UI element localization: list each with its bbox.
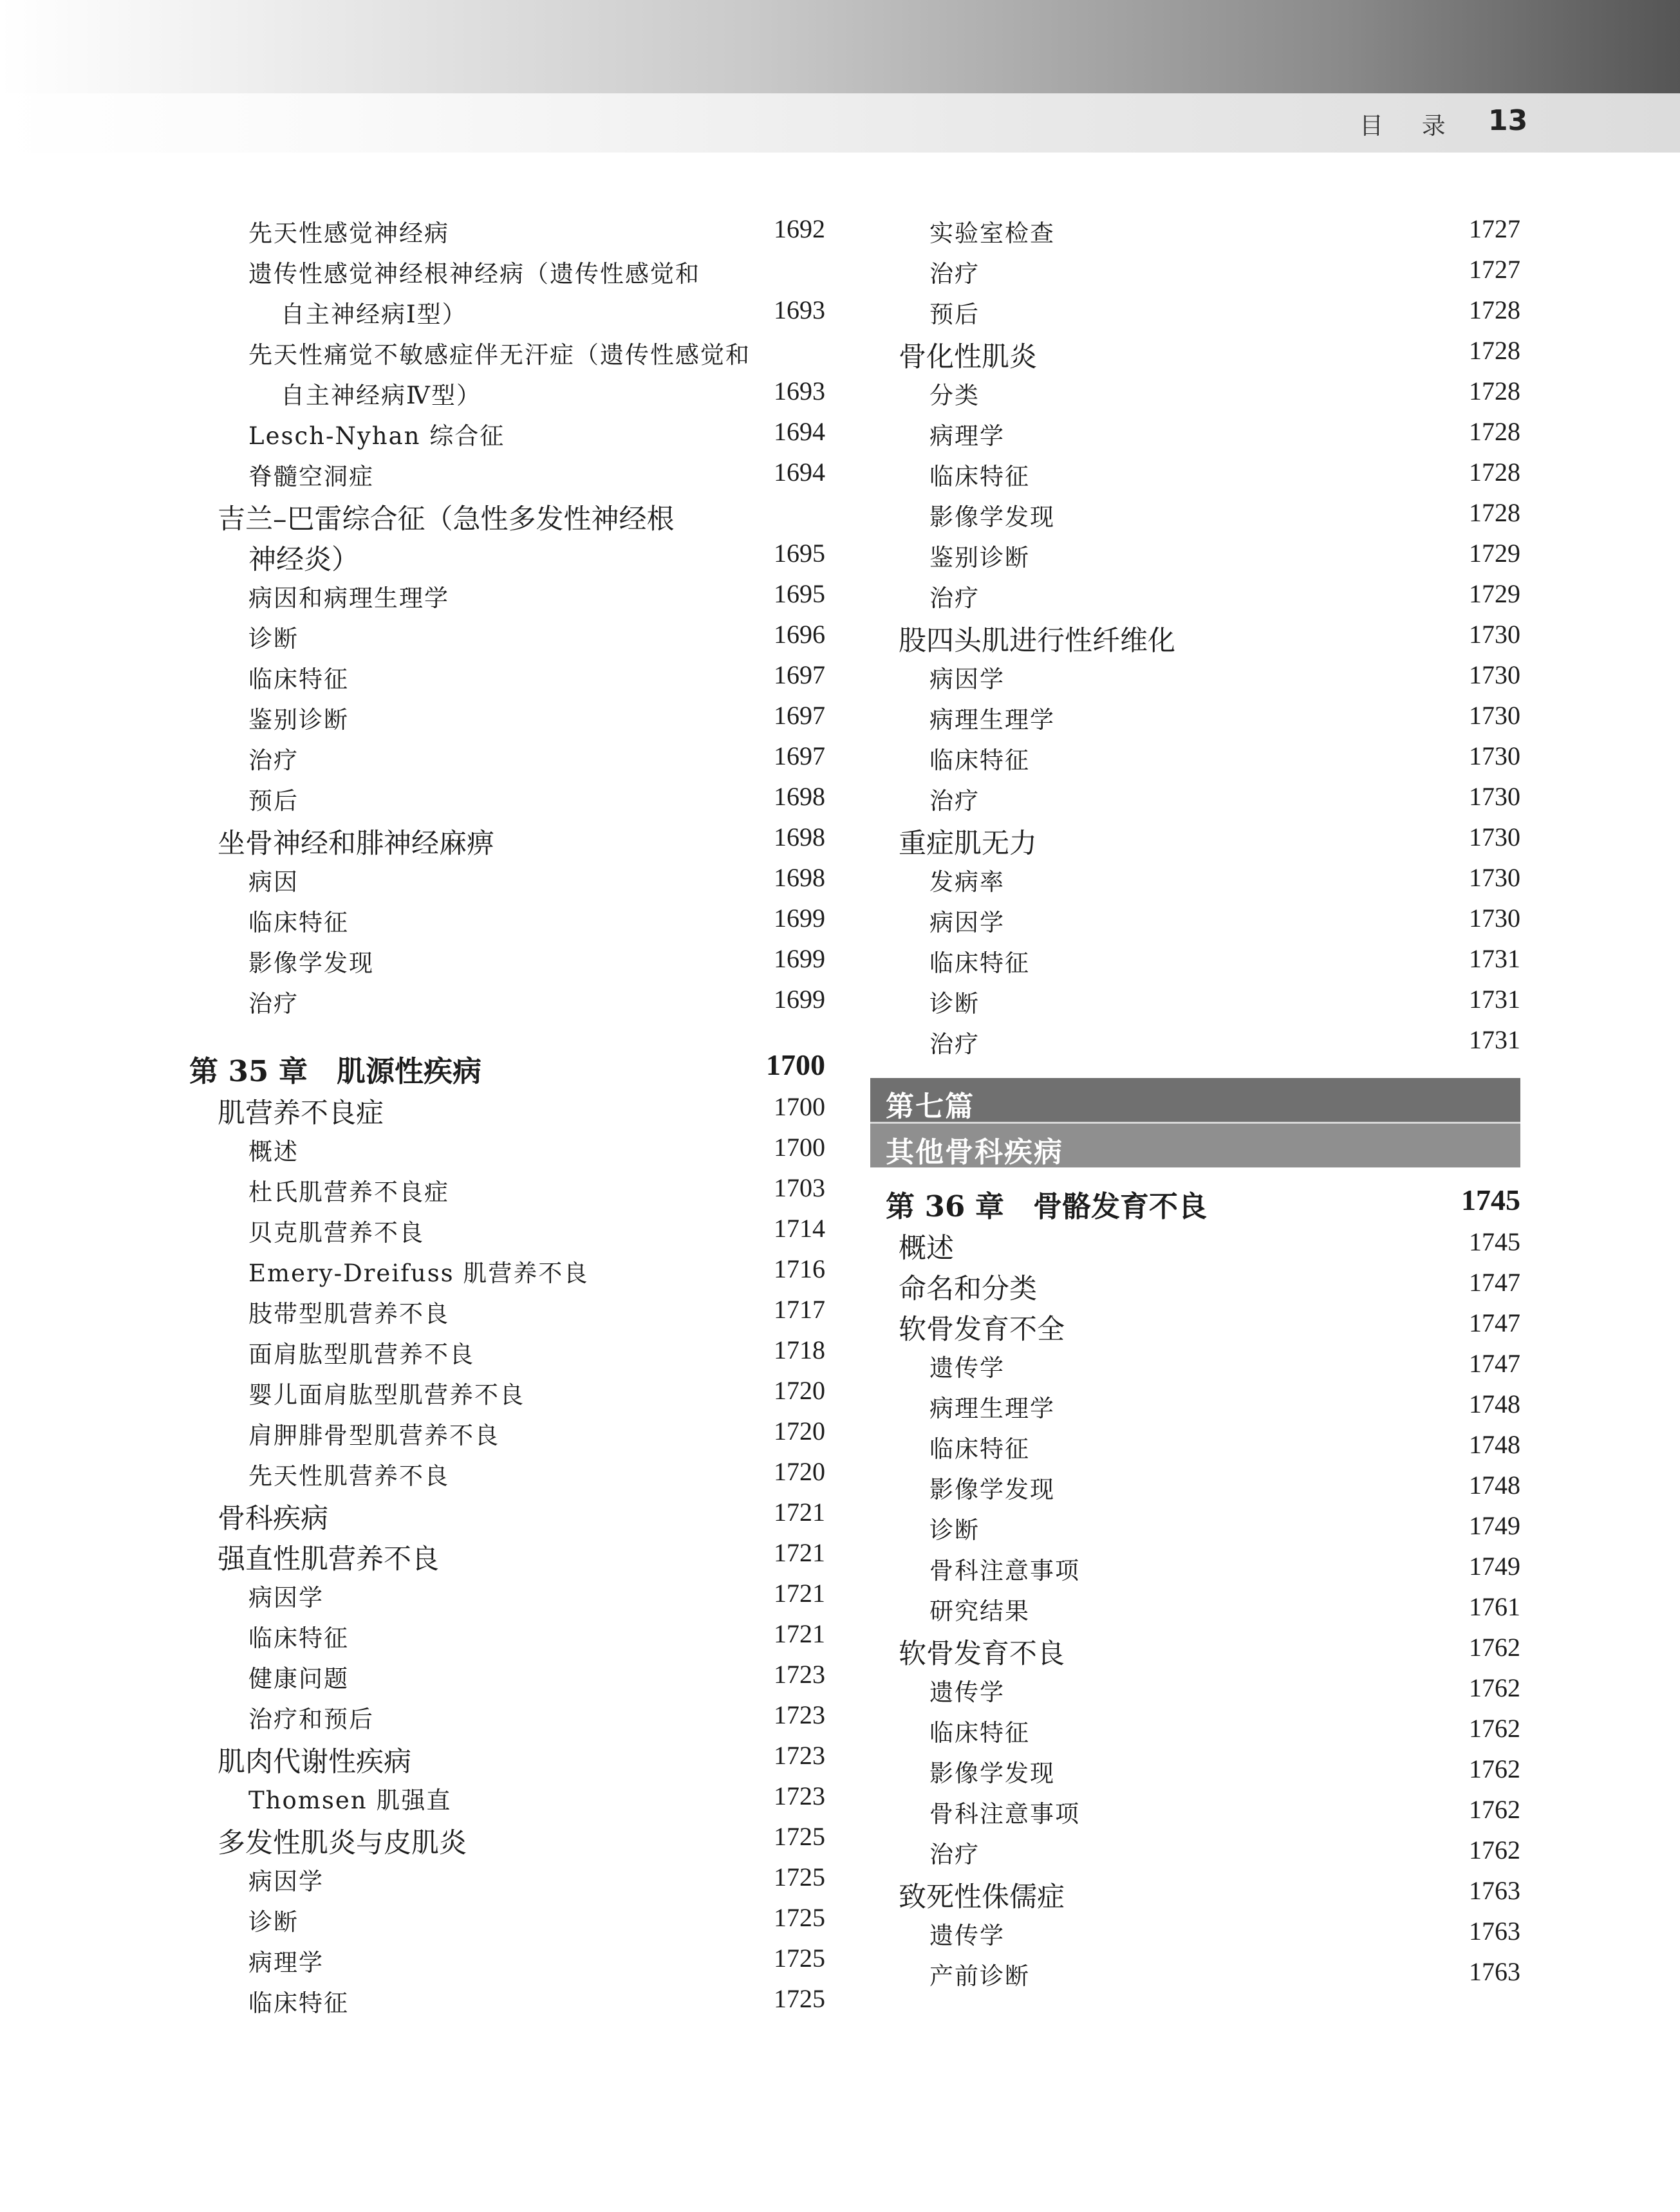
toc-entry[interactable] [870, 1788, 1520, 1828]
toc-entry-title: 面肩肱型肌营养不良 [248, 1341, 474, 1368]
toc-entry-title: 概述 [899, 1232, 954, 1265]
toc-entry-title: 病因学 [929, 665, 1005, 693]
toc-entry-page: 1723 [774, 1741, 825, 1770]
toc-entry-page: 1730 [1469, 660, 1520, 689]
toc-entry[interactable] [189, 248, 825, 288]
toc-entry-page: 1699 [774, 904, 825, 933]
toc-entry[interactable] [870, 1545, 1520, 1585]
toc-entry[interactable] [870, 207, 1520, 248]
toc-entry[interactable] [189, 978, 825, 1018]
toc-entry-page: 1721 [774, 1498, 825, 1527]
toc-entry-title: 骨科疾病 [218, 1503, 328, 1535]
toc-entry-title: 病因和病理生理学 [248, 584, 449, 612]
toc-entry-page: 1728 [1469, 458, 1520, 487]
toc-entry[interactable] [189, 572, 825, 613]
toc-entry[interactable] [870, 1504, 1520, 1545]
toc-entry-page: 1725 [774, 1944, 825, 1973]
toc-entry-page: 1748 [1469, 1471, 1520, 1500]
toc-entry-title: 肌营养不良症 [218, 1097, 384, 1129]
toc-entry[interactable] [189, 1572, 825, 1612]
toc-entry-page: 1727 [1469, 214, 1520, 243]
toc-entry[interactable] [189, 1693, 825, 1734]
toc-entry-page: 1725 [774, 1984, 825, 2013]
toc-entry-page: 1730 [1469, 701, 1520, 730]
toc-entry[interactable] [870, 1342, 1520, 1382]
toc-entry-page: 1728 [1469, 336, 1520, 365]
toc-entry[interactable] [870, 1585, 1520, 1626]
toc-entry[interactable] [189, 369, 825, 410]
toc-entry-title: 遗传学 [929, 1678, 1005, 1706]
toc-entry-title: 诊断 [929, 1516, 980, 1544]
toc-entry-title: 多发性肌炎与皮肌炎 [218, 1827, 467, 1859]
toc-entry[interactable] [870, 653, 1520, 694]
toc-entry-title: 影像学发现 [929, 503, 1055, 531]
toc-entry[interactable] [189, 1085, 825, 1129]
toc-entry-page: 1720 [774, 1457, 825, 1486]
toc-entry-title: 骨科注意事项 [929, 1557, 1080, 1585]
toc-entry-title: 诊断 [248, 625, 299, 653]
page-number: 13 [1488, 104, 1528, 137]
toc-entry-title: 先天性肌营养不良 [248, 1462, 449, 1490]
toc-entry-page: 1721 [774, 1619, 825, 1648]
toc-entry[interactable] [189, 1855, 825, 1896]
toc-entry-page: 1723 [774, 1781, 825, 1810]
chapter-35-heading[interactable] [189, 1032, 825, 1088]
toc-entry[interactable] [189, 491, 825, 535]
toc-entry[interactable] [189, 1937, 825, 1977]
toc-entry-page: 1728 [1469, 498, 1520, 527]
toc-entry-title: 影像学发现 [929, 1476, 1055, 1503]
toc-entry[interactable] [870, 856, 1520, 897]
toc-entry[interactable] [870, 1382, 1520, 1423]
chapter-title: 第 35 章 肌源性疾病 [189, 1054, 481, 1088]
toc-entry[interactable] [189, 1288, 825, 1328]
toc-entry[interactable] [189, 1166, 825, 1207]
toc-entry[interactable] [870, 1950, 1520, 1991]
toc-entry[interactable] [189, 1126, 825, 1166]
toc-entry[interactable] [870, 937, 1520, 978]
toc-entry-page: 1730 [1469, 904, 1520, 933]
toc-entry[interactable] [189, 775, 825, 815]
toc-entry-title: 致死性侏儒症 [899, 1881, 1065, 1913]
toc-entry[interactable] [189, 1450, 825, 1491]
toc-entry-title: 股四头肌进行性纤维化 [899, 625, 1175, 657]
toc-entry-title: 治疗和预后 [248, 1705, 374, 1733]
toc-entry-page: 1749 [1469, 1511, 1520, 1540]
toc-entry-page: 1731 [1469, 944, 1520, 973]
toc-entry[interactable] [870, 1261, 1520, 1305]
toc-entry-title: 分类 [929, 382, 980, 409]
toc-entry[interactable] [189, 1247, 825, 1288]
toc-entry-page: 1762 [1469, 1795, 1520, 1824]
toc-entry-page: 1692 [774, 214, 825, 243]
part-7-title-bar [870, 1124, 1520, 1167]
toc-entry-title: 临床特征 [248, 1989, 349, 2017]
toc-entry-page: 1700 [774, 1133, 825, 1162]
toc-entry-title: 病因学 [248, 1868, 324, 1895]
toc-entry[interactable] [189, 1491, 825, 1535]
toc-entry[interactable] [870, 329, 1520, 373]
toc-entry[interactable] [189, 1815, 825, 1859]
toc-entry-title: Emery-Dreifuss 肌营养不良 [248, 1259, 589, 1287]
toc-entry-title: 脊髓空洞症 [248, 463, 374, 490]
toc-entry[interactable] [189, 613, 825, 653]
chapter-page: 1745 [1461, 1184, 1520, 1216]
toc-entry-page: 1716 [774, 1254, 825, 1283]
toc-entry-title: 诊断 [248, 1908, 299, 1936]
toc-entry-page: 1762 [1469, 1754, 1520, 1783]
toc-entry-page: 1725 [774, 1863, 825, 1891]
toc-entry[interactable] [870, 1018, 1520, 1059]
toc-entry-title: 肩胛腓骨型肌营养不良 [248, 1422, 499, 1449]
toc-entry[interactable] [870, 532, 1520, 572]
toc-entry-page: 1762 [1469, 1633, 1520, 1662]
toc-entry-title: 先天性感觉神经病 [248, 219, 449, 247]
toc-entry-page: 1693 [774, 376, 825, 405]
toc-entry-page: 1729 [1469, 539, 1520, 568]
toc-entry-title: 病因学 [248, 1584, 324, 1612]
toc-entry-title: 临床特征 [929, 1435, 1030, 1463]
toc-entry[interactable] [189, 1612, 825, 1653]
toc-entry[interactable] [870, 1220, 1520, 1265]
toc-entry-page: 1698 [774, 863, 825, 892]
toc-entry-page: 1698 [774, 823, 825, 851]
toc-entry-title: 病理生理学 [929, 1395, 1055, 1422]
toc-entry[interactable] [189, 1207, 825, 1247]
toc-entry-title: 临床特征 [248, 909, 349, 936]
toc-entry[interactable] [189, 451, 825, 491]
toc-entry-page: 1730 [1469, 782, 1520, 811]
toc-entry-page: 1747 [1469, 1268, 1520, 1297]
toc-entry-title: 治疗 [929, 1841, 980, 1868]
toc-entry-page: 1747 [1469, 1308, 1520, 1337]
toc-entry-title: 治疗 [929, 260, 980, 288]
part-7-label-bar [870, 1078, 1520, 1124]
toc-entry-title: 自主神经病Ⅳ型） [281, 382, 481, 409]
toc-entry[interactable] [189, 1369, 825, 1409]
toc-entry-title: 病理学 [248, 1949, 324, 1976]
header-section-label: 目 录 [1359, 112, 1461, 140]
toc-entry-page: 1762 [1469, 1673, 1520, 1702]
toc-entry-title: 软骨发育不全 [899, 1314, 1065, 1346]
toc-entry[interactable] [870, 1464, 1520, 1504]
toc-entry-title: 病因学 [929, 909, 1005, 936]
toc-entry-title: 婴儿面肩肱型肌营养不良 [248, 1381, 525, 1409]
toc-entry-title: 影像学发现 [248, 949, 374, 977]
toc-entry[interactable] [189, 1328, 825, 1369]
toc-entry-page: 1730 [1469, 620, 1520, 649]
toc-entry-title: 自主神经病Ⅰ型） [281, 301, 467, 328]
chapter-page: 1700 [766, 1048, 825, 1081]
toc-entry-page: 1730 [1469, 823, 1520, 851]
toc-entry-title: 吉兰–巴雷综合征（急性多发性神经根 [218, 503, 675, 535]
toc-entry-page: 1714 [774, 1214, 825, 1243]
toc-entry-title: 实验室检查 [929, 219, 1055, 247]
toc-entry-title: 治疗 [929, 584, 980, 612]
toc-right-pre-entries [870, 207, 1520, 1059]
toc-entry-page: 1699 [774, 944, 825, 973]
toc-entry-title: 先天性痛觉不敏感症伴无汗症（遗传性感觉和 [248, 341, 751, 369]
chapter-36-heading[interactable] [870, 1167, 1520, 1223]
toc-entry-page: 1729 [1469, 579, 1520, 608]
chapter-title: 第 36 章 骨骼发育不良 [886, 1189, 1207, 1223]
toc-entry[interactable] [189, 1531, 825, 1575]
toc-entry[interactable] [870, 491, 1520, 532]
toc-entry-title: 软骨发育不良 [899, 1638, 1065, 1670]
toc-entry-page: 1717 [774, 1295, 825, 1324]
toc-entry[interactable] [189, 1896, 825, 1937]
toc-entry-page: 1763 [1469, 1957, 1520, 1986]
toc-entry-title: 强直性肌营养不良 [218, 1543, 439, 1575]
toc-entry-page: 1762 [1469, 1836, 1520, 1864]
toc-entry[interactable] [870, 1666, 1520, 1707]
toc-right-post-entries [870, 1220, 1520, 1991]
toc-entry-page: 1749 [1469, 1552, 1520, 1581]
toc-entry-title: 贝克肌营养不良 [248, 1219, 424, 1247]
toc-entry-page: 1718 [774, 1335, 825, 1364]
toc-entry-page: 1697 [774, 741, 825, 770]
toc-entry[interactable] [189, 1977, 825, 2018]
toc-entry-title: 治疗 [929, 787, 980, 815]
toc-entry-title: 坐骨神经和腓神经麻痹 [218, 828, 494, 860]
toc-left-pre-entries [189, 207, 825, 1018]
toc-entry-page: 1731 [1469, 985, 1520, 1014]
toc-entry-page: 1720 [774, 1417, 825, 1445]
toc-entry-page: 1697 [774, 660, 825, 689]
toc-entry[interactable] [870, 775, 1520, 815]
toc-entry-title: 健康问题 [248, 1665, 349, 1693]
spacer [870, 1059, 1520, 1073]
toc-entry[interactable] [189, 653, 825, 694]
toc-entry-title: 遗传学 [929, 1354, 1005, 1382]
toc-entry-title: Lesch-Nyhan 综合征 [248, 422, 505, 450]
toc-entry-title: 影像学发现 [929, 1760, 1055, 1787]
toc-entry[interactable] [870, 613, 1520, 657]
toc-entry-title: 病理学 [929, 422, 1005, 450]
toc-entry-title: 重症肌无力 [899, 828, 1037, 860]
toc-entry[interactable] [870, 815, 1520, 860]
toc-entry-title: 肌肉代谢性疾病 [218, 1746, 411, 1778]
toc-entry-page: 1748 [1469, 1389, 1520, 1418]
toc-right-column [870, 207, 1520, 1991]
toc-entry-page: 1695 [774, 579, 825, 608]
toc-entry-page: 1725 [774, 1903, 825, 1932]
toc-entry-page: 1721 [774, 1538, 825, 1567]
toc-entry-page: 1723 [774, 1700, 825, 1729]
toc-entry[interactable] [189, 532, 825, 576]
toc-entry[interactable] [189, 734, 825, 775]
toc-entry-page: 1720 [774, 1376, 825, 1405]
toc-entry-page: 1728 [1469, 417, 1520, 446]
toc-entry-title: 病理生理学 [929, 706, 1055, 734]
toc-entry-page: 1700 [774, 1092, 825, 1121]
toc-entry[interactable] [870, 1423, 1520, 1464]
toc-entry-title: 骨化性肌炎 [899, 341, 1037, 373]
toc-entry-page: 1747 [1469, 1349, 1520, 1378]
toc-entry-page: 1748 [1469, 1430, 1520, 1459]
toc-entry-title: 骨科注意事项 [929, 1800, 1080, 1828]
toc-entry-page: 1763 [1469, 1917, 1520, 1946]
toc-entry-title: 肢带型肌营养不良 [248, 1300, 449, 1328]
toc-entry-page: 1761 [1469, 1592, 1520, 1621]
toc-entry-page: 1723 [774, 1660, 825, 1689]
toc-entry[interactable] [870, 1626, 1520, 1670]
toc-entry[interactable] [870, 1828, 1520, 1869]
toc-entry[interactable] [870, 288, 1520, 329]
toc-entry[interactable] [870, 1869, 1520, 1913]
toc-entry[interactable] [870, 1301, 1520, 1346]
toc-entry[interactable] [189, 329, 825, 369]
toc-entry-title: 诊断 [929, 990, 980, 1018]
toc-entry-title: 治疗 [929, 1030, 980, 1058]
toc-entry-page: 1696 [774, 620, 825, 649]
toc-entry[interactable] [870, 1910, 1520, 1950]
toc-entry-page: 1728 [1469, 376, 1520, 405]
toc-entry-title: 临床特征 [248, 1624, 349, 1652]
toc-entry-page: 1728 [1469, 295, 1520, 324]
toc-entry[interactable] [189, 1409, 825, 1450]
toc-entry-title: 临床特征 [929, 463, 1030, 490]
toc-entry[interactable] [870, 734, 1520, 775]
toc-entry[interactable] [870, 897, 1520, 937]
toc-entry[interactable] [870, 410, 1520, 451]
toc-entry-title: 产前诊断 [929, 1962, 1030, 1990]
toc-entry-title: 鉴别诊断 [248, 706, 349, 734]
toc-entry-page: 1763 [1469, 1876, 1520, 1905]
toc-entry[interactable] [189, 1734, 825, 1778]
toc-entry-page: 1725 [774, 1822, 825, 1851]
top-gradient-banner [0, 0, 1680, 93]
toc-entry[interactable] [189, 1774, 825, 1815]
toc-entry-page: 1695 [774, 539, 825, 568]
toc-entry-title: 概述 [248, 1138, 299, 1166]
toc-entry-title: 病因 [248, 868, 299, 896]
part-number: 第七篇 [886, 1090, 975, 1123]
part-title: 其他骨科疾病 [886, 1136, 1063, 1169]
toc-entry-title: Thomsen 肌强直 [248, 1787, 452, 1814]
toc-entry[interactable] [189, 897, 825, 937]
toc-entry[interactable] [189, 207, 825, 248]
toc-entry[interactable] [189, 694, 825, 734]
toc-entry[interactable] [189, 410, 825, 451]
toc-entry-title: 鉴别诊断 [929, 544, 1030, 572]
toc-left-post-entries [189, 1085, 825, 2018]
toc-entry[interactable] [189, 288, 825, 329]
toc-left-column [189, 207, 825, 2018]
toc-entry[interactable] [870, 248, 1520, 288]
toc-entry[interactable] [189, 856, 825, 897]
toc-entry-page: 1697 [774, 701, 825, 730]
toc-entry-page: 1703 [774, 1173, 825, 1202]
toc-entry-page: 1731 [1469, 1025, 1520, 1054]
toc-entry-title: 遗传性感觉神经根神经病（遗传性感觉和 [248, 260, 700, 288]
toc-entry[interactable] [870, 978, 1520, 1018]
toc-entry-title: 研究结果 [929, 1597, 1030, 1625]
toc-entry[interactable] [870, 1707, 1520, 1747]
toc-entry-title: 治疗 [248, 990, 299, 1018]
toc-entry[interactable] [870, 369, 1520, 410]
toc-entry-title: 临床特征 [929, 1719, 1030, 1747]
toc-entry-title: 临床特征 [929, 747, 1030, 774]
toc-entry-title: 神经炎） [248, 544, 359, 576]
toc-entry[interactable] [870, 694, 1520, 734]
toc-entry-page: 1730 [1469, 741, 1520, 770]
toc-entry[interactable] [189, 937, 825, 978]
toc-entry[interactable] [870, 451, 1520, 491]
toc-entry-title: 命名和分类 [899, 1273, 1037, 1305]
toc-entry-page: 1721 [774, 1579, 825, 1608]
toc-entry-page: 1694 [774, 417, 825, 446]
toc-entry-title: 发病率 [929, 868, 1005, 896]
toc-entry-page: 1745 [1469, 1227, 1520, 1256]
toc-entry-page: 1699 [774, 985, 825, 1014]
toc-entry-page: 1727 [1469, 255, 1520, 284]
toc-entry-title: 遗传学 [929, 1922, 1005, 1949]
toc-entry-page: 1693 [774, 295, 825, 324]
toc-entry-title: 临床特征 [929, 949, 1030, 977]
toc-entry-title: 杜氏肌营养不良症 [248, 1178, 449, 1206]
toc-entry-title: 预后 [248, 787, 299, 815]
spacer [189, 1018, 825, 1032]
toc-entry[interactable] [870, 572, 1520, 613]
toc-entry-page: 1762 [1469, 1714, 1520, 1743]
toc-entry-page: 1698 [774, 782, 825, 811]
toc-entry[interactable] [870, 1747, 1520, 1788]
toc-entry-title: 预后 [929, 301, 980, 328]
toc-entry-page: 1694 [774, 458, 825, 487]
toc-entry[interactable] [189, 815, 825, 860]
toc-entry-title: 治疗 [248, 747, 299, 774]
toc-entry-page: 1730 [1469, 863, 1520, 892]
toc-entry[interactable] [189, 1653, 825, 1693]
toc-entry-title: 临床特征 [248, 665, 349, 693]
